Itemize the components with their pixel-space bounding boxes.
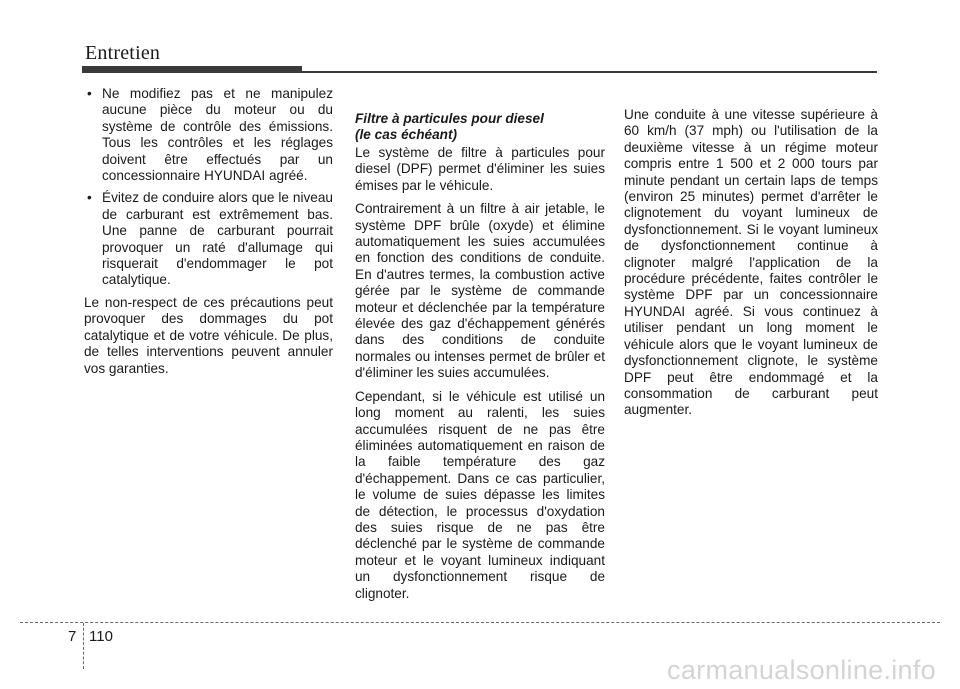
footer-rule [20,622,940,623]
watermark: carmanualsonline.info [667,655,936,685]
paragraph: Une conduite à une vitesse supérieure à 60 km/h (37 mph) ou l'utilisation de la deuxième vitesse à un régime moteur compris entre 1 500 et 2 000 tours par minute pendant un certain laps de temps (environ 25 minutes) permet d'arrêter le clignotement du voyant lumineux de dysfonctionnement. Si le voyant lumineux de dysfonctionnement continue à clignoter malgré l'application de la procédure précédente, faites contrôler le système DPF par un concessionnaire HYUNDAI agréé. Si vous continuez à utiliser pendant un long moment le véhicule alors que le voyant lumineux de dysfonctionnement clignote, le système DPF peut être endommagé et la consommation de carburant peut augmenter. [624,107,878,418]
chapter-number: 7 [68,628,77,645]
paragraph: Le système de filtre à particules pour diesel (DPF) permet d'éliminer les suies émises par le véhicule. [355,145,605,193]
bullet-text: Ne modifiez pas et ne manipulez aucune pièce du moteur ou du système de contrôle des émissions. Tous les contrôles et les réglages doivent être effectués par un concessionnaire HYUNDAI agréé. [102,86,333,184]
bullet-list [84,86,333,289]
section-heading-line2: (le cas échéant) [355,127,457,142]
bullet-item [84,190,333,288]
column-2 [355,145,605,609]
page-title: Entretien [85,42,161,64]
page-number: 110 [89,628,113,645]
column-3 [624,107,878,426]
bullet-text: Évitez de conduire alors que le niveau de carburant est extrêmement bas. Une panne de carburant pourrait provoquer un raté d'allumage qui risquerait d'endommager le pot catalytique. [102,190,333,288]
column-1 [84,86,333,384]
section-heading-line1: Filtre à particules pour diesel [355,111,544,126]
bullet-icon: • [87,86,92,101]
bullet-item [84,86,333,184]
paragraph: Contrairement à un filtre à air jetable, le système DPF brûle (oxyde) et élimine automatiquement les suies accumulées en fonction des conditions de conduite. En d'autres termes, la combustion active gérée par le système de commande moteur et déclenchée par la température élevée des gaz d'échappement générés dans des conditions de conduite normales ou intenses permet de brûler et d'éliminer les suies accumulées. [355,201,605,381]
header-rule-thick [82,66,302,73]
footer-divider [83,623,84,669]
section-heading [355,111,605,143]
bullet-icon: • [87,190,92,206]
paragraph: Cependant, si le véhicule est utilisé un long moment au ralenti, les suies accumulées risquent de ne pas être éliminées automatiquement en raison de la faible température des gaz d'échappement. Dans ce cas particulier, le volume de suies dépasse les limites de détection, le processus d'oxydation des suies risque de ne pas être déclenché par le système de commande moteur et le voyant lumineux indiquant un dysfonctionnement risque de clignoter. [355,388,605,601]
warranty-paragraph: Le non-respect de ces précautions peut provoquer des dommages du pot catalytique et de votre véhicule. De plus, de telles interventions peuvent annuler vos garanties. [84,294,333,376]
header-rule-thin [302,71,877,73]
